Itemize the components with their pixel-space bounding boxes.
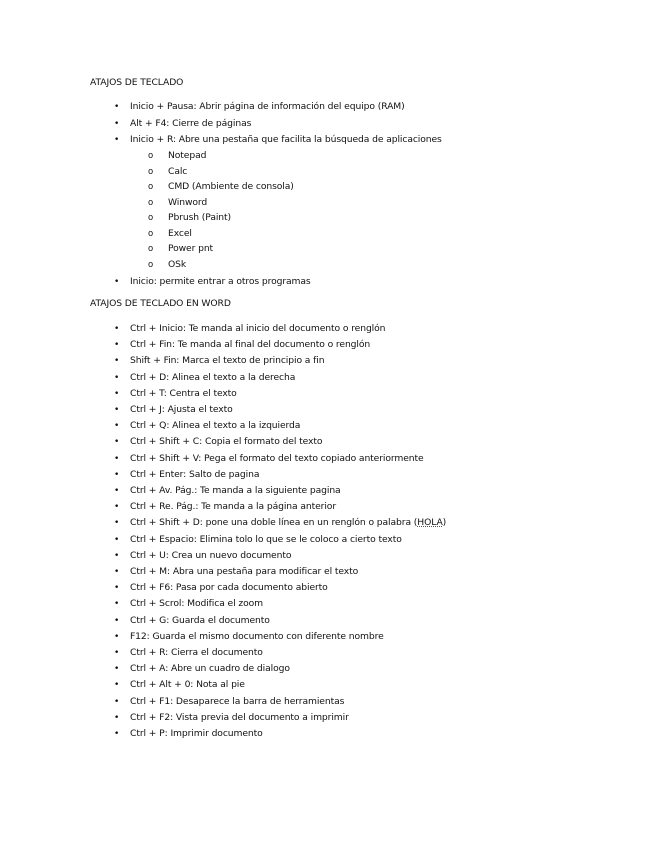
bullet-icon: • [114, 729, 120, 739]
bullet-icon: • [114, 599, 120, 609]
list-item: Ctrl + Av. Pág.: Te manda a la siguiente pagina [130, 485, 341, 496]
bullet-icon: • [114, 664, 120, 674]
bullet-icon: • [114, 421, 120, 431]
list-item: Ctrl + F2: Vista previa del documento a imprimir [130, 712, 349, 723]
bullet-icon: • [114, 535, 120, 545]
sub-bullet-icon: o [148, 151, 154, 161]
sub-bullet-icon: o [148, 244, 154, 254]
list-item: Ctrl + P: Imprimir documento [130, 728, 263, 739]
bullet-icon: • [114, 102, 120, 112]
sub-list-item: CMD (Ambiente de consola) [168, 181, 294, 192]
bullet-icon: • [114, 119, 120, 129]
sub-list-item: Pbrush (Paint) [168, 212, 232, 223]
list-item: Ctrl + R: Cierra el documento [130, 647, 263, 658]
list-item: Ctrl + Shift + C: Copia el formato del texto [130, 436, 323, 447]
sub-list-item: Excel [168, 228, 192, 239]
section-heading-atajos: ATAJOS DE TECLADO [90, 77, 184, 88]
bullet-icon: • [114, 437, 120, 447]
bullet-icon: • [114, 405, 120, 415]
bullet-icon: • [114, 470, 120, 480]
bullet-icon: • [114, 389, 120, 399]
list-item: Ctrl + D: Alinea el texto a la derecha [130, 372, 296, 383]
bullet-icon: • [114, 697, 120, 707]
sub-bullet-icon: o [148, 213, 154, 223]
list-item: Ctrl + Q: Alinea el texto a la izquierda [130, 420, 301, 431]
bullet-icon: • [114, 502, 120, 512]
bullet-icon: • [114, 135, 120, 145]
list-item: Ctrl + Espacio: Elimina tolo lo que se le coloco a cierto texto [130, 534, 402, 545]
bullet-icon: • [114, 583, 120, 593]
sub-bullet-icon: o [148, 198, 154, 208]
section-heading-word: ATAJOS DE TECLADO EN WORD [90, 298, 231, 309]
list-item: Ctrl + A: Abre un cuadro de dialogo [130, 663, 290, 674]
list-item: Ctrl + Fin: Te manda al final del documento o renglón [130, 339, 371, 350]
bullet-icon: • [114, 551, 120, 561]
sub-list-item: Winword [168, 197, 208, 208]
list-item: Ctrl + F1: Desaparece la barra de herramientas [130, 696, 345, 707]
sub-list-item: Notepad [168, 150, 207, 161]
list-item: Ctrl + Shift + D: pone una doble línea en un renglón o palabra (HOLA) [130, 517, 447, 528]
list-item: Inicio + R: Abre una pestaña que facilita la búsqueda de aplicaciones [130, 134, 442, 145]
list-item: Ctrl + Inicio: Te manda al inicio del documento o renglón [130, 323, 386, 334]
list-item: Ctrl + J: Ajusta el texto [130, 404, 233, 415]
bullet-icon: • [114, 713, 120, 723]
list-item: F12: Guarda el mismo documento con diferente nombre [130, 631, 384, 642]
bullet-icon: • [114, 324, 120, 334]
sub-list-item: OSk [168, 259, 187, 270]
list-item: Ctrl + Re. Pág.: Te manda a la página anterior [130, 501, 336, 512]
list-item: Ctrl + F6: Pasa por cada documento abierto [130, 582, 328, 593]
list-item: Alt + F4: Cierre de páginas [130, 118, 252, 129]
sub-list-item: Calc [168, 166, 188, 177]
list-item: Inicio + Pausa: Abrir página de información del equipo (RAM) [130, 101, 405, 112]
bullet-icon: • [114, 632, 120, 642]
bullet-icon: • [114, 648, 120, 658]
bullet-icon: • [114, 454, 120, 464]
list-item: Ctrl + T: Centra el texto [130, 388, 237, 399]
list-item: Ctrl + U: Crea un nuevo documento [130, 550, 292, 561]
bullet-icon: • [114, 567, 120, 577]
bullet-icon: • [114, 518, 120, 528]
bullet-icon: • [114, 373, 120, 383]
sub-bullet-icon: o [148, 229, 154, 239]
bullet-icon: • [114, 356, 120, 366]
bullet-icon: • [114, 616, 120, 626]
bullet-icon: • [114, 680, 120, 690]
bullet-icon: • [114, 340, 120, 350]
list-item: Ctrl + Scrol: Modifica el zoom [130, 598, 263, 609]
sub-list-item: Power pnt [168, 243, 214, 254]
list-item: Inicio: permite entrar a otros programas [130, 276, 311, 287]
sub-bullet-icon: o [148, 167, 154, 177]
bullet-icon: • [114, 277, 120, 287]
sub-bullet-icon: o [148, 260, 154, 270]
list-item: Ctrl + G: Guarda el documento [130, 615, 270, 626]
list-item: Ctrl + Alt + 0: Nota al pie [130, 679, 245, 690]
list-item: Ctrl + Shift + V: Pega el formato del texto copiado anteriormente [130, 453, 424, 464]
bullet-icon: • [114, 486, 120, 496]
sub-bullet-icon: o [148, 182, 154, 192]
list-item: Ctrl + M: Abra una pestaña para modificar el texto [130, 566, 359, 577]
hola-word: HOLA [417, 517, 443, 528]
list-item: Ctrl + Enter: Salto de pagina [130, 469, 260, 480]
list-item: Shift + Fin: Marca el texto de principio a fin [130, 355, 325, 366]
